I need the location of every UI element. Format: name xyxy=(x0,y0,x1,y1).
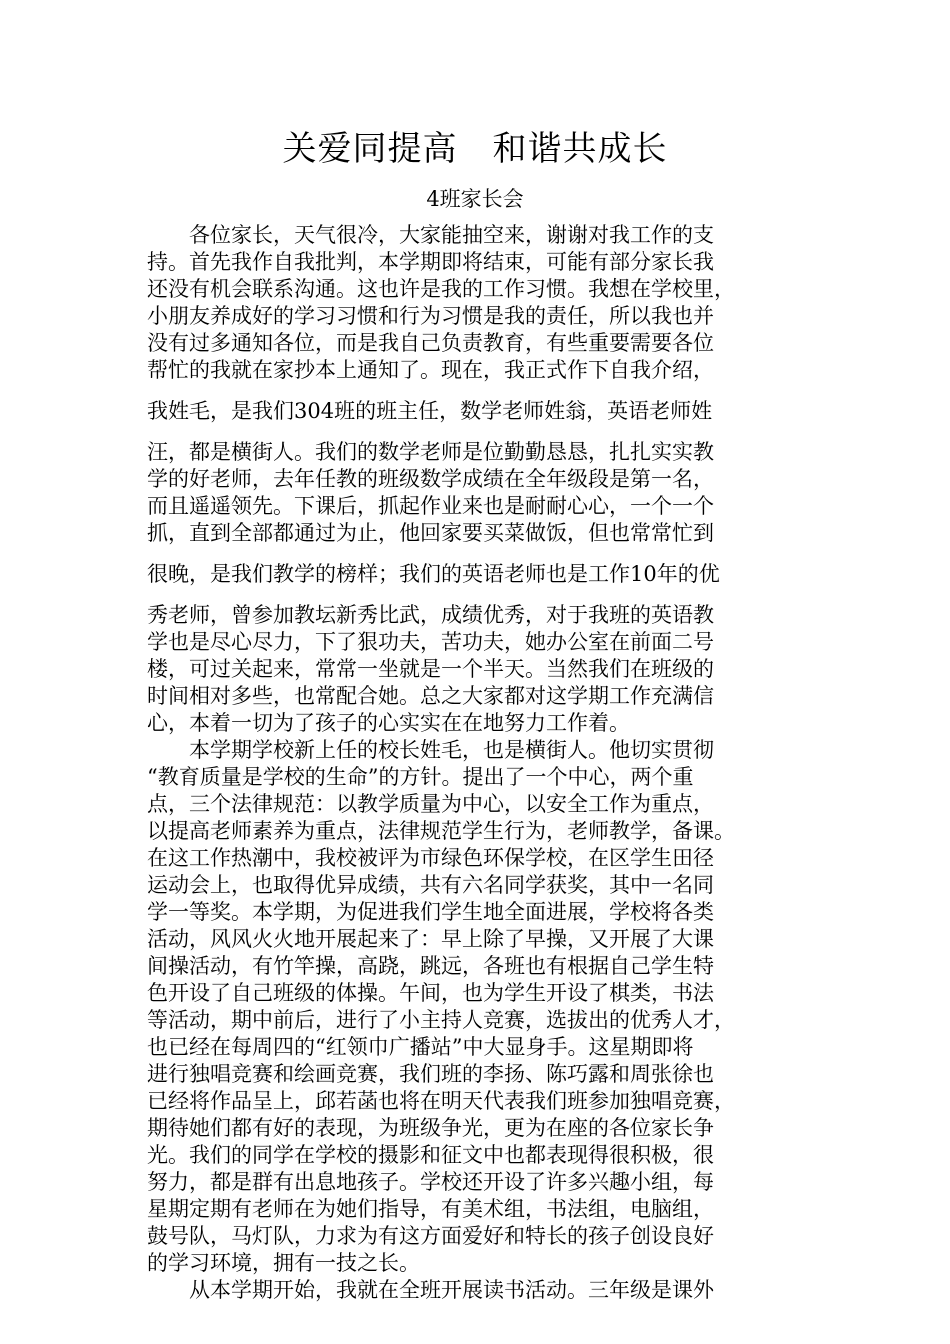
paragraph-line: 帮忙的我就在家抄本上通知了。现在，我正式作下自我介绍， xyxy=(147,358,714,382)
page-title: 关爱同提高 和谐共成长 xyxy=(282,129,668,169)
paragraph-line: 汪，都是横街人。我们的数学老师是位勤勤恳恳，扎扎实实教 xyxy=(147,440,714,464)
paragraph-line: 心，本着一切为了孩子的心实实在在地努力工作着。 xyxy=(147,711,630,735)
paragraph-line: 等活动，期中前后，进行了小主持人竞赛，选拔出的优秀人才， xyxy=(147,1008,735,1032)
paragraph-line: 活动，风风火火地开展起来了：早上除了早操，又开展了大课 xyxy=(147,927,714,951)
paragraph-line: 各位家长，天气很冷，大家能抽空来，谢谢对我工作的支 xyxy=(189,223,714,247)
paragraph-line: 运动会上，也取得优异成绩，共有六名同学获奖，其中一名同 xyxy=(147,873,714,897)
paragraph-line: “教育质量是学校的生命”的方针。提出了一个中心，两个重 xyxy=(147,765,694,789)
paragraph-line: 持。首先我作自我批判，本学期即将结束，可能有部分家长我 xyxy=(147,250,714,274)
paragraph-line: 以提高老师素养为重点，法律规范学生行为，老师教学，备课。 xyxy=(147,819,735,843)
paragraph-line: 鼓号队，马灯队，力求为有这方面爱好和特长的孩子创设良好 xyxy=(147,1224,714,1248)
paragraph-line: 我姓毛，是我们304班的班主任，数学老师姓翁，英语老师姓 xyxy=(147,399,713,423)
paragraph-line: 光。我们的同学在学校的摄影和征文中也都表现得很积极，很 xyxy=(147,1143,714,1167)
paragraph-line: 很晚，是我们教学的榜样；我们的英语老师也是工作10年的优 xyxy=(147,562,720,586)
paragraph-line: 期待她们都有好的表现，为班级争光，更为在座的各位家长争 xyxy=(147,1116,714,1140)
paragraph-line: 学的好老师，去年任教的班级数学成绩在全年级段是第一名， xyxy=(147,467,714,491)
paragraph-line: 在这工作热潮中，我校被评为市绿色环保学校，在区学生田径 xyxy=(147,846,714,870)
paragraph-line: 的学习环境，拥有一技之长。 xyxy=(147,1251,420,1275)
paragraph-line: 学也是尽心尽力，下了狠功夫，苦功夫，她办公室在前面二号 xyxy=(147,630,714,654)
paragraph-line: 间操活动，有竹竿操，高跷，跳远，各班也有根据自己学生特 xyxy=(147,954,714,978)
paragraph-line: 也已经在每周四的“红领巾广播站”中大显身手。这星期即将 xyxy=(147,1035,694,1059)
paragraph-line: 学一等奖。本学期，为促进我们学生地全面进展，学校将各类 xyxy=(147,900,714,924)
paragraph-line: 已经将作品呈上，邱若菡也将在明天代表我们班参加独唱竞赛， xyxy=(147,1089,735,1113)
paragraph-line: 努力，都是群有出息地孩子。学校还开设了许多兴趣小组，每 xyxy=(147,1170,714,1194)
paragraph-line: 抓，直到全部都通过为止，他回家要买菜做饭，但也常常忙到 xyxy=(147,521,714,545)
paragraph-line: 还没有机会联系沟通。这也许是我的工作习惯。我想在学校里， xyxy=(147,277,735,301)
paragraph-line: 楼，可过关起来，常常一坐就是一个半天。当然我们在班级的 xyxy=(147,657,714,681)
paragraph-line: 本学期学校新上任的校长姓毛，也是横街人。他切实贯彻 xyxy=(189,738,714,762)
paragraph-line: 色开设了自己班级的体操。午间，也为学生开设了棋类，书法 xyxy=(147,981,714,1005)
paragraph-line: 秀老师，曾参加教坛新秀比武，成绩优秀，对于我班的英语教 xyxy=(147,603,714,627)
paragraph-line: 进行独唱竞赛和绘画竞赛，我们班的李扬、陈巧露和周张徐也 xyxy=(147,1062,714,1086)
paragraph-line: 从本学期开始，我就在全班开展读书活动。三年级是课外 xyxy=(189,1278,714,1302)
paragraph-line: 时间相对多些，也常配合她。总之大家都对这学期工作充满信 xyxy=(147,684,714,708)
paragraph-line: 而且遥遥领先。下课后，抓起作业来也是耐耐心心，一个一个 xyxy=(147,494,714,518)
paragraph-line: 星期定期有老师在为她们指导，有美术组，书法组，电脑组， xyxy=(147,1197,714,1221)
paragraph-line: 点，三个法律规范：以教学质量为中心，以安全工作为重点， xyxy=(147,792,714,816)
page-subtitle: 4班家长会 xyxy=(426,187,524,211)
paragraph-line: 没有过多通知各位，而是我自己负责教育，有些重要需要各位 xyxy=(147,331,714,355)
paragraph-line: 小朋友养成好的学习习惯和行为习惯是我的责任，所以我也并 xyxy=(147,304,714,328)
